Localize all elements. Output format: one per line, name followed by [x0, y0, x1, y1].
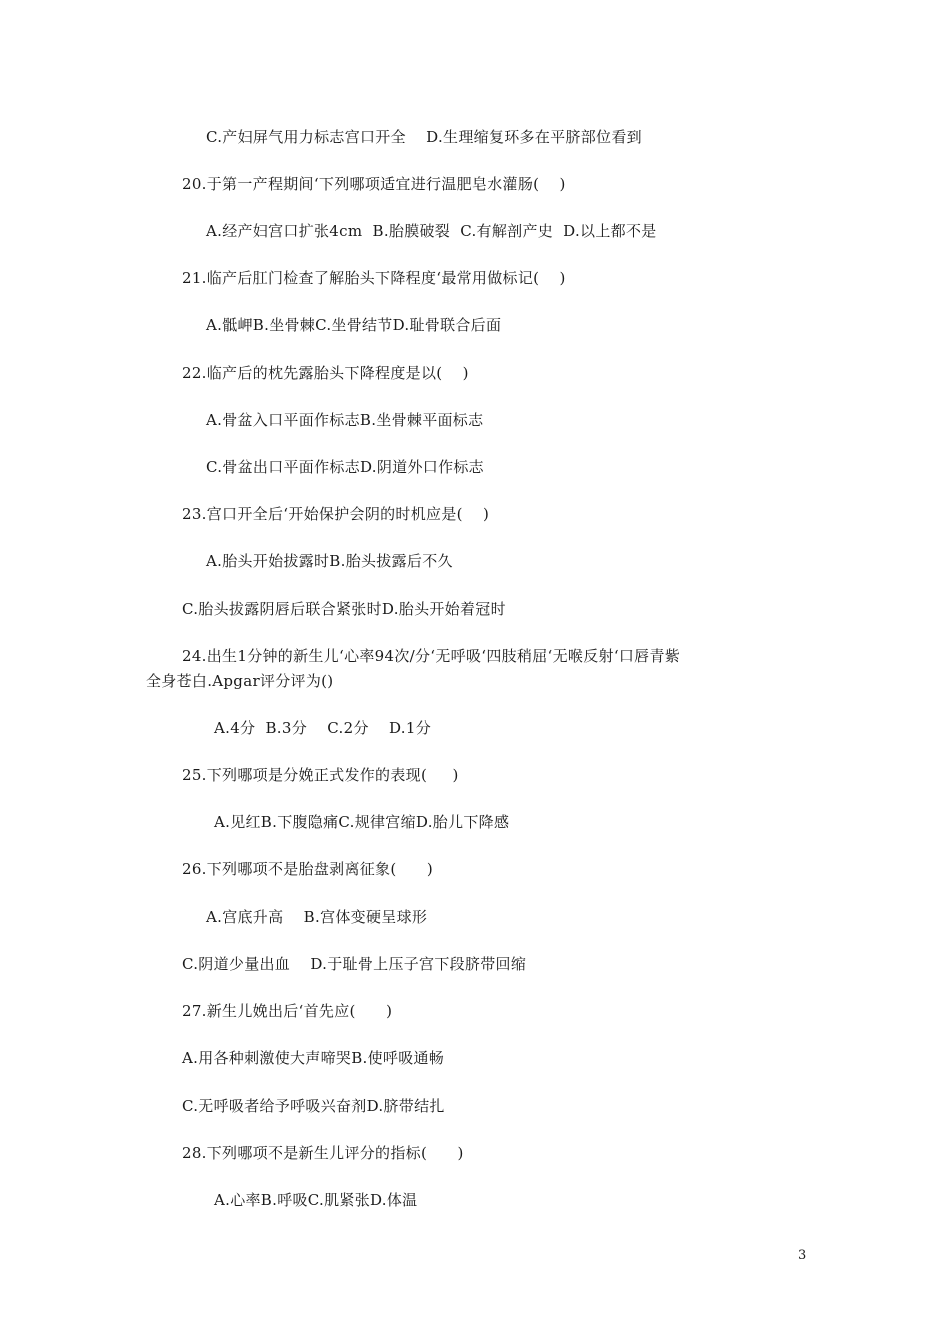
question-20: 20.于第一产程期间‘下列哪项适宜进行温肥皂水灌肠( ) — [182, 175, 566, 193]
question-24: 24.出生1分钟的新生儿‘心率94次/分‘无呼吸‘四肢稍屈‘无喉反射‘口唇青紫 — [182, 647, 681, 665]
question-28: 28.下列哪项不是新生儿评分的指标( ) — [182, 1144, 464, 1162]
question-27: 27.新生儿娩出后‘首先应( ) — [182, 1002, 393, 1020]
question-25-options: A.见红B.下腹隐痛C.规律宫缩D.胎儿下降感 — [214, 813, 510, 831]
question-24-continued: 全身苍白.Apgar评分评为() — [146, 672, 334, 690]
question-26-options-ab: A.宫底升高 B.宫体变硬呈球形 — [206, 908, 428, 926]
question-27-options-ab: A.用各种刺激使大声啼哭B.使呼吸通畅 — [182, 1049, 445, 1067]
question-21: 21.临产后肛门检查了解胎头下降程度‘最常用做标记( ) — [182, 269, 566, 287]
question-22-options-cd: C.骨盆出口平面作标志D.阴道外口作标志 — [206, 458, 484, 476]
page-number: 3 — [798, 1248, 807, 1263]
question-23-options-cd: C.胎头拔露阴唇后联合紧张时D.胎头开始着冠时 — [182, 600, 506, 618]
question-23: 23.宫口开全后‘开始保护会阴的时机应是( ) — [182, 505, 490, 523]
question-26: 26.下列哪项不是胎盘剥离征象( ) — [182, 860, 434, 878]
question-25: 25.下列哪项是分娩正式发作的表现( ) — [182, 766, 459, 784]
question-27-options-cd: C.无呼吸者给予呼吸兴奋剂D.脐带结扎 — [182, 1097, 445, 1115]
question-23-options-ab: A.胎头开始拔露时B.胎头拔露后不久 — [206, 552, 453, 570]
question-19-options-cd: C.产妇屏气用力标志宫口开全 D.生理缩复环多在平脐部位看到 — [206, 128, 642, 146]
question-26-options-cd: C.阴道少量出血 D.于耻骨上压子宫下段脐带回缩 — [182, 955, 527, 973]
question-22: 22.临产后的枕先露胎头下降程度是以( ) — [182, 364, 469, 382]
question-28-options: A.心率B.呼吸C.肌紧张D.体温 — [214, 1191, 418, 1209]
question-22-options-ab: A.骨盆入口平面作标志B.坐骨棘平面标志 — [206, 411, 484, 429]
question-21-options: A.骶岬B.坐骨棘C.坐骨结节D.耻骨联合后面 — [206, 316, 502, 334]
question-20-options: A.经产妇宫口扩张4cm B.胎膜破裂 C.有解剖产史 D.以上都不是 — [206, 222, 657, 240]
question-24-options: A.4分 B.3分 C.2分 D.1分 — [214, 719, 432, 737]
